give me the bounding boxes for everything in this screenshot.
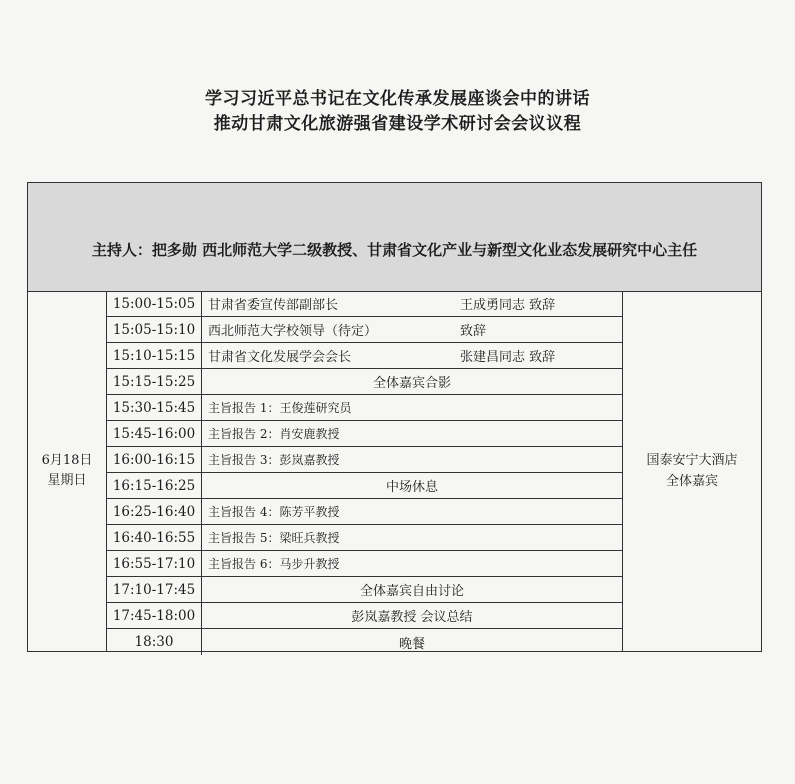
schedule-time: 16:00-16:15 <box>107 447 202 472</box>
schedule-content: 中场休息 <box>385 480 438 495</box>
schedule-content-cell <box>202 499 622 524</box>
schedule-time: 15:00-15:05 <box>107 291 202 316</box>
schedule-content: 甘肃省文化发展学会会长 <box>208 350 352 365</box>
schedule-row <box>107 291 622 317</box>
schedule-content-cell <box>202 421 622 446</box>
schedule-time: 17:10-17:45 <box>107 577 202 602</box>
schedule-content-cell <box>202 577 622 602</box>
schedule-row <box>107 603 622 629</box>
schedule-time: 15:10-15:15 <box>107 343 202 368</box>
schedule-row <box>107 395 622 421</box>
schedule-row <box>107 343 622 369</box>
date-weekday: 星期日 <box>47 473 87 488</box>
schedule-content-cell <box>202 343 622 368</box>
schedule-content: 主旨报告 4：陈芳平教授 <box>208 505 340 519</box>
schedule-content-cell <box>202 551 622 576</box>
schedule-time: 15:15-15:25 <box>107 369 202 394</box>
schedule-time: 16:15-16:25 <box>107 473 202 498</box>
schedule-content: 主旨报告 3：彭岚嘉教授 <box>208 453 340 467</box>
schedule-content-cell <box>202 369 622 394</box>
schedule-speaker: 致辞 <box>460 324 487 339</box>
schedule-content: 甘肃省委宣传部副部长 <box>208 298 339 313</box>
document-title-line2: 推动甘肃文化旅游强省建设学术研讨会会议议程 <box>213 114 582 134</box>
schedule-rows <box>107 291 622 651</box>
schedule-content: 主旨报告 2：肖安鹿教授 <box>208 427 340 441</box>
schedule-row <box>107 577 622 603</box>
schedule-time: 15:45-16:00 <box>107 421 202 446</box>
schedule-content: 西北师范大学校领导（待定） <box>208 324 378 339</box>
schedule-content-cell <box>202 603 622 628</box>
schedule-row <box>107 499 622 525</box>
schedule-row <box>107 551 622 577</box>
schedule-content: 主旨报告 6：马步升教授 <box>208 557 340 571</box>
schedule-content: 主旨报告 5：梁旺兵教授 <box>208 531 340 545</box>
schedule-speaker: 张建昌同志 致辞 <box>460 350 556 365</box>
schedule-row <box>107 317 622 343</box>
schedule-content: 全体嘉宾合影 <box>372 376 451 391</box>
host-header-cell <box>28 183 761 292</box>
document-title-line1: 学习习近平总书记在文化传承发展座谈会中的讲话 <box>205 89 590 109</box>
schedule-content: 晚餐 <box>398 636 425 652</box>
date-day: 6月18日 <box>41 453 93 468</box>
schedule-content-cell <box>202 473 622 498</box>
schedule-content-cell <box>202 447 622 472</box>
agenda-table <box>27 182 762 652</box>
schedule-row <box>107 629 622 655</box>
schedule-content-cell <box>202 395 622 420</box>
schedule-content-cell <box>202 629 622 655</box>
venue-attendees: 全体嘉宾 <box>665 474 718 489</box>
schedule-row <box>107 525 622 551</box>
schedule-content-cell <box>202 317 622 342</box>
date-cell <box>28 291 107 651</box>
schedule-row <box>107 421 622 447</box>
schedule-time: 16:25-16:40 <box>107 499 202 524</box>
schedule-time: 15:05-15:10 <box>107 317 202 342</box>
venue-place: 国泰安宁大酒店 <box>646 453 738 468</box>
schedule-time: 15:30-15:45 <box>107 395 202 420</box>
schedule-content-cell <box>202 291 622 316</box>
schedule-row <box>107 369 622 395</box>
host-line: 主持人：把多勋 西北师范大学二级教授、甘肃省文化产业与新型文化业态发展研究中心主任 <box>91 241 698 259</box>
schedule-content-cell <box>202 525 622 550</box>
schedule-time: 16:55-17:10 <box>107 551 202 576</box>
schedule-time: 17:45-18:00 <box>107 603 202 628</box>
schedule-speaker: 王成勇同志 致辞 <box>460 298 556 313</box>
schedule-row <box>107 473 622 499</box>
venue-cell <box>622 291 761 651</box>
schedule-content: 全体嘉宾自由讨论 <box>359 584 464 599</box>
schedule-content: 主旨报告 1：王俊莲研究员 <box>208 401 352 415</box>
schedule-time: 16:40-16:55 <box>107 525 202 550</box>
schedule-content: 彭岚嘉教授 会议总结 <box>351 610 473 625</box>
schedule-row <box>107 447 622 473</box>
schedule-time: 18:30 <box>107 629 202 655</box>
